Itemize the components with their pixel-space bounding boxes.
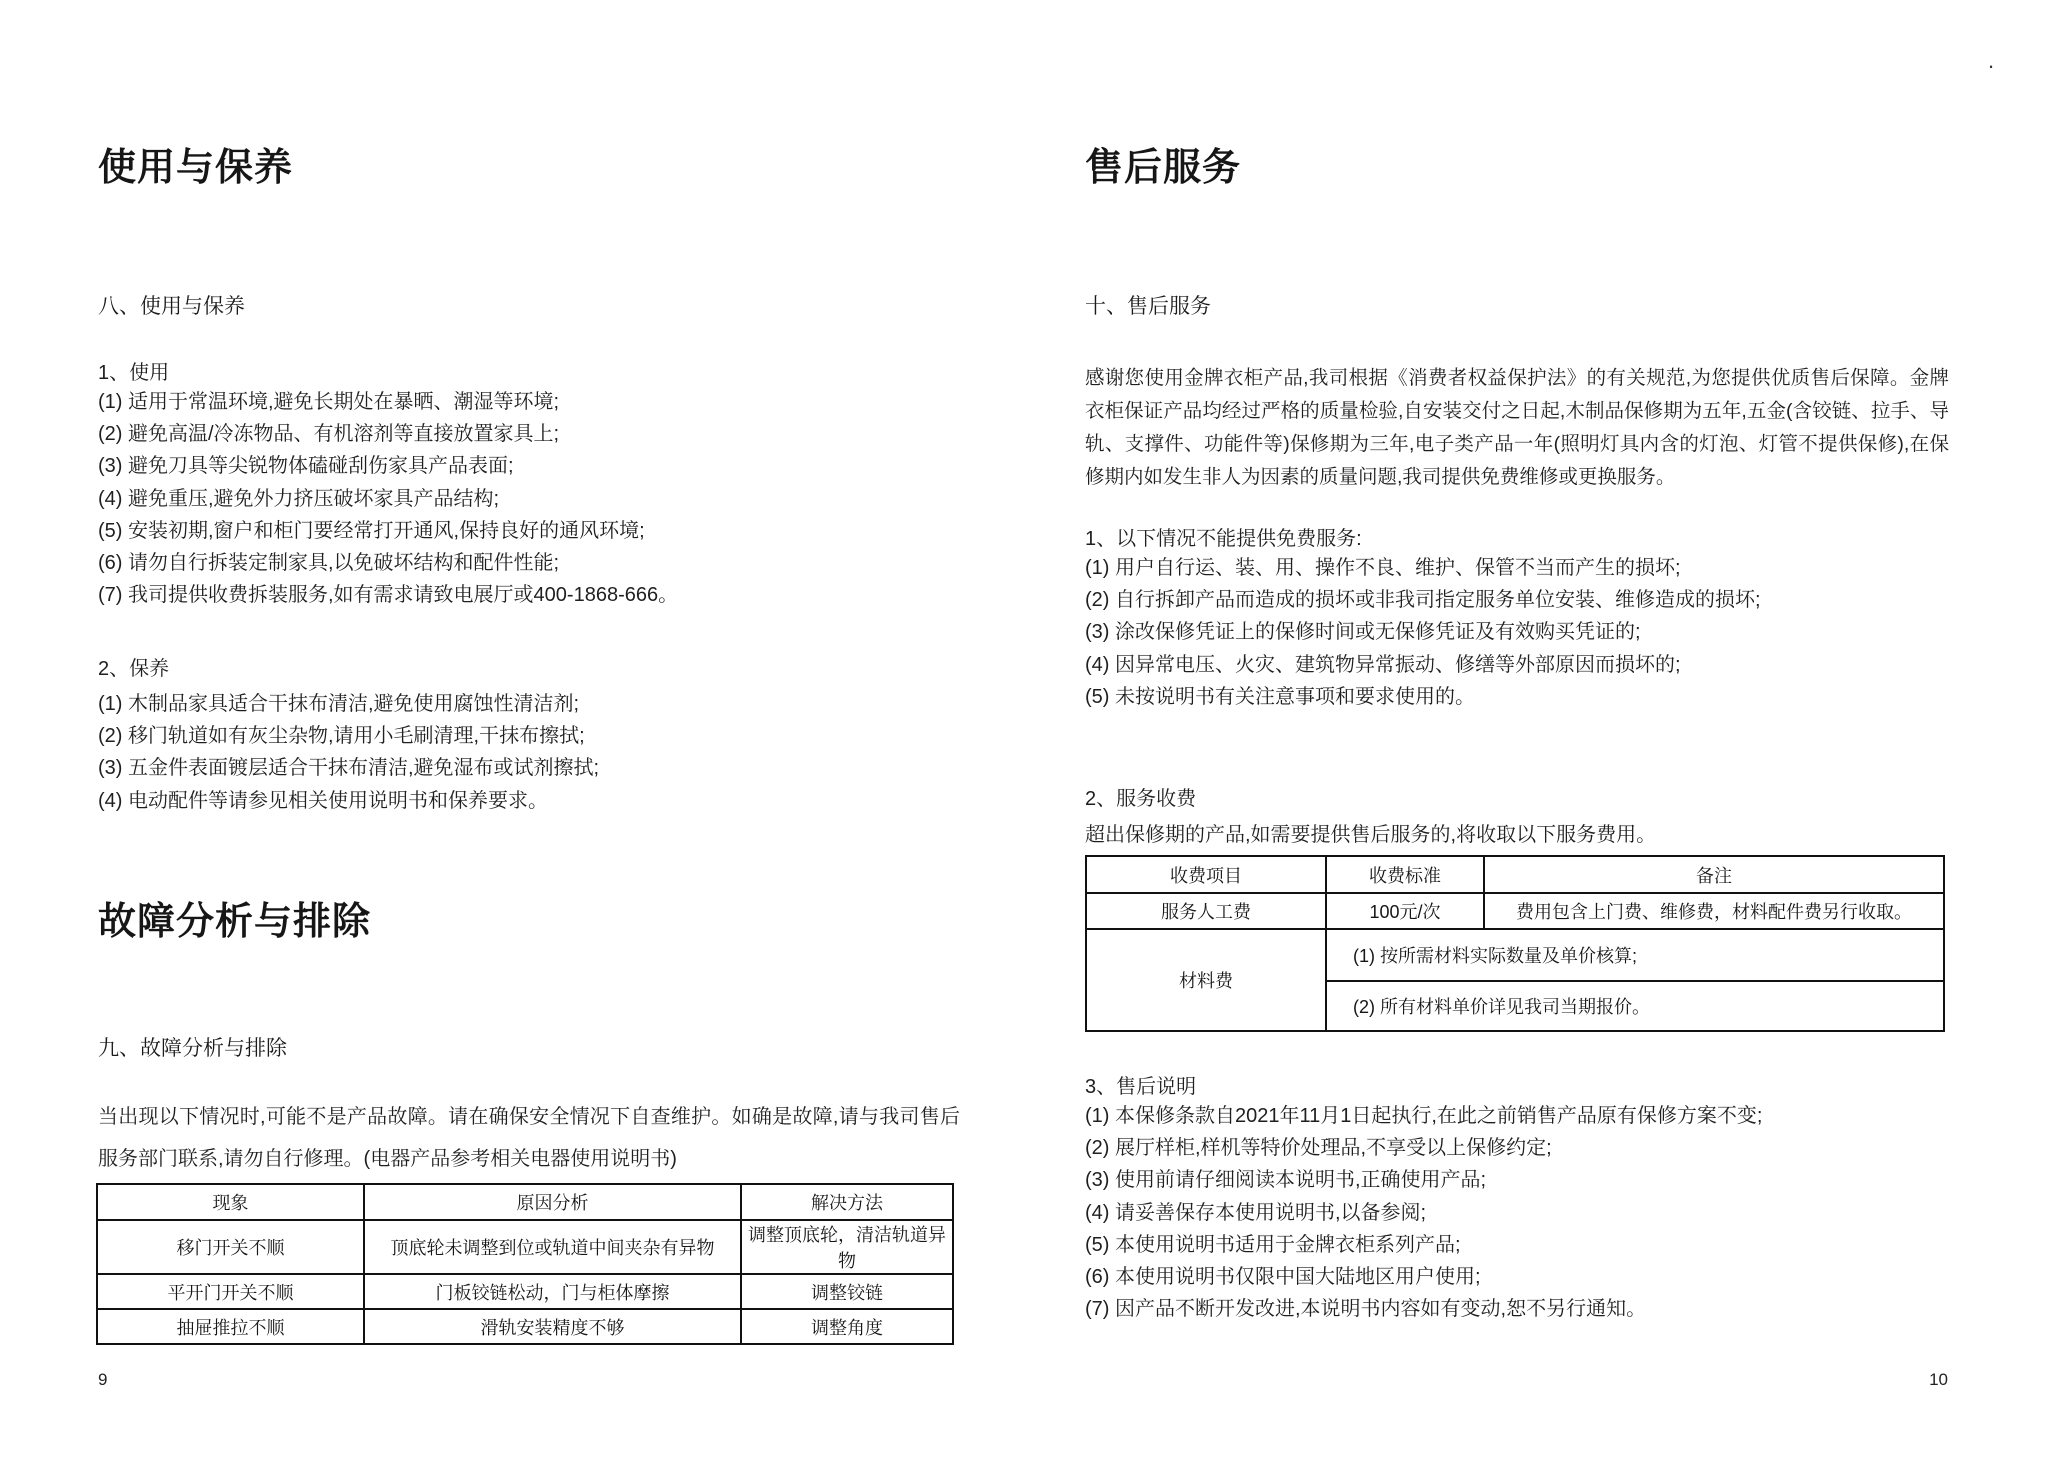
fault-cell: 门板铰链松动，门与柜体摩擦 <box>364 1274 741 1309</box>
after-note-item: (5) 本使用说明书适用于金牌衣柜系列产品; <box>1085 1233 1461 1256</box>
fault-cell: 调整角度 <box>741 1309 953 1344</box>
no-free-item: (5) 未按说明书有关注意事项和要求使用的。 <box>1085 685 1475 708</box>
no-free-item: (4) 因异常电压、火灾、建筑物异常振动、修缮等外部原因而损坏的; <box>1085 653 1681 676</box>
fees-cell-material-2: (2) 所有材料单价详见我司当期报价。 <box>1326 981 1944 1031</box>
fees-col-remark: 备注 <box>1484 856 1944 893</box>
left-page-title-fault: 故障分析与排除 <box>98 901 372 943</box>
fault-intro-paragraph: 当出现以下情况时,可能不是产品故障。请在确保安全情况下自查维护。如确是故障,请与我司售后服务部门联系,请勿自行修理。(电器产品参考相关电器使用说明书) <box>98 1106 960 1170</box>
fault-table-header-row <box>97 1184 953 1220</box>
fault-cell: 移门开关不顺 <box>97 1220 364 1274</box>
fault-cell: 滑轨安装精度不够 <box>364 1309 741 1344</box>
fees-note: 超出保修期的产品,如需要提供售后服务的,将收取以下服务费用。 <box>1085 824 1657 846</box>
right-page-title-service: 售后服务 <box>1085 147 1242 189</box>
no-free-item: (1) 用户自行运、装、用、操作不良、维护、保管不当而产生的损坏; <box>1085 557 1681 579</box>
fault-cell: 顶底轮未调整到位或轨道中间夹杂有异物 <box>364 1220 741 1274</box>
after-note-item: (3) 使用前请仔细阅读本说明书,正确使用产品; <box>1085 1169 1487 1192</box>
after-notes-heading: 3、售后说明 <box>1085 1076 1197 1098</box>
after-note-item: (2) 展厅样柜,样机等特价处理品,不享受以上保修约定; <box>1085 1137 1552 1160</box>
section-heading-usage: 八、使用与保养 <box>98 295 245 318</box>
care-item-list <box>98 688 599 817</box>
fault-table <box>96 1183 954 1345</box>
use-item: (1) 适用于常温环境,避免长期处在暴晒、潮湿等环境; <box>98 391 560 413</box>
fees-cell-material-label: 材料费 <box>1086 929 1326 1031</box>
after-notes-item-list <box>1085 1100 1763 1325</box>
fees-cell-price: 100元/次 <box>1326 893 1484 929</box>
use-item: (3) 避免刀具等尖锐物体磕碰刮伤家具产品表面; <box>98 455 514 478</box>
subsection-use-heading: 1、使用 <box>98 362 170 384</box>
table-row <box>97 1274 953 1309</box>
fees-cell-remark: 费用包含上门费、维修费，材料配件费另行收取。 <box>1484 893 1944 929</box>
fault-cell: 调整铰链 <box>741 1274 953 1309</box>
fault-col-phenomenon: 现象 <box>97 1184 364 1220</box>
no-free-item: (3) 涂改保修凭证上的保修时间或无保修凭证及有效购买凭证的; <box>1085 621 1641 644</box>
subsection-care-heading: 2、保养 <box>98 658 170 680</box>
corner-mark: . <box>1988 48 1995 73</box>
table-row <box>1086 893 1944 929</box>
use-item: (6) 请勿自行拆装定制家具,以免破坏结构和配件性能; <box>98 552 560 575</box>
fault-col-cause: 原因分析 <box>364 1184 741 1220</box>
section-heading-fault: 九、故障分析与排除 <box>98 1037 287 1060</box>
after-note-item: (1) 本保修条款自2021年11月1日起执行,在此之前销售产品原有保修方案不变; <box>1085 1105 1763 1127</box>
fault-cell: 抽屉推拉不顺 <box>97 1309 364 1344</box>
fees-cell-labor: 服务人工费 <box>1086 893 1326 929</box>
no-free-heading: 1、以下情况不能提供免费服务: <box>1085 528 1362 550</box>
service-intro-paragraph: 感谢您使用金牌衣柜产品,我司根据《消费者权益保护法》的有关规范,为您提供优质售后保障。金牌衣柜保证产品均经过严格的质量检验,自安装交付之日起,木制品保修期为五年,五金(含铰链、拉手、导轨、支撑件、功能件等)保修期为三年,电子类产品一年(照明灯具内含的灯泡、灯管不提供保修),在保修期内如发生非人为因素的质量问题,我司提供免费维修或更换服务。 <box>1085 367 1949 488</box>
use-item: (5) 安装初期,窗户和柜门要经常打开通风,保持良好的通风环境; <box>98 519 645 542</box>
care-item: (2) 移门轨道如有灰尘杂物,请用小毛刷清理,干抹布擦拭; <box>98 725 585 748</box>
use-item-list <box>98 386 678 611</box>
after-note-item: (6) 本使用说明书仅限中国大陆地区用户使用; <box>1085 1266 1481 1289</box>
fees-cell-material-1: (1) 按所需材料实际数量及单价核算; <box>1326 929 1944 981</box>
after-note-item: (4) 请妥善保存本使用说明书,以备参阅; <box>1085 1201 1427 1224</box>
care-item: (4) 电动配件等请参见相关使用说明书和保养要求。 <box>98 789 548 812</box>
table-row <box>97 1220 953 1274</box>
table-row <box>97 1309 953 1344</box>
fees-col-standard: 收费标准 <box>1326 856 1484 893</box>
section-heading-service: 十、售后服务 <box>1085 295 1211 318</box>
use-item: (4) 避免重压,避免外力挤压破坏家具产品结构; <box>98 487 500 510</box>
fault-col-solution: 解决方法 <box>741 1184 953 1220</box>
left-page-title-usage: 使用与保养 <box>98 147 294 189</box>
use-item: (7) 我司提供收费拆装服务,如有需求请致电展厅或400-1868-666。 <box>98 584 679 607</box>
fault-cell: 调整顶底轮，清洁轨道异物 <box>741 1220 953 1274</box>
after-note-item: (7) 因产品不断开发改进,本说明书内容如有变动,恕不另行通知。 <box>1085 1298 1647 1321</box>
use-item: (2) 避免高温/冷冻物品、有机溶剂等直接放置家具上; <box>98 423 560 446</box>
no-free-item-list <box>1085 552 1761 713</box>
fees-col-item: 收费项目 <box>1086 856 1326 893</box>
no-free-item: (2) 自行拆卸产品而造成的损坏或非我司指定服务单位安装、维修造成的损坏; <box>1085 589 1761 612</box>
fees-table-header-row <box>1086 856 1944 893</box>
fees-heading: 2、服务收费 <box>1085 788 1197 810</box>
care-item: (3) 五金件表面镀层适合干抹布清洁,避免湿布或试剂擦拭; <box>98 757 600 780</box>
fault-cell: 平开门开关不顺 <box>97 1274 364 1309</box>
care-item: (1) 木制品家具适合干抹布清洁,避免使用腐蚀性清洁剂; <box>98 693 580 715</box>
page-number-right: 10 <box>1929 1370 1948 1389</box>
table-row <box>1086 929 1944 981</box>
fees-table <box>1085 855 1945 1032</box>
page-number-left: 9 <box>98 1370 108 1389</box>
